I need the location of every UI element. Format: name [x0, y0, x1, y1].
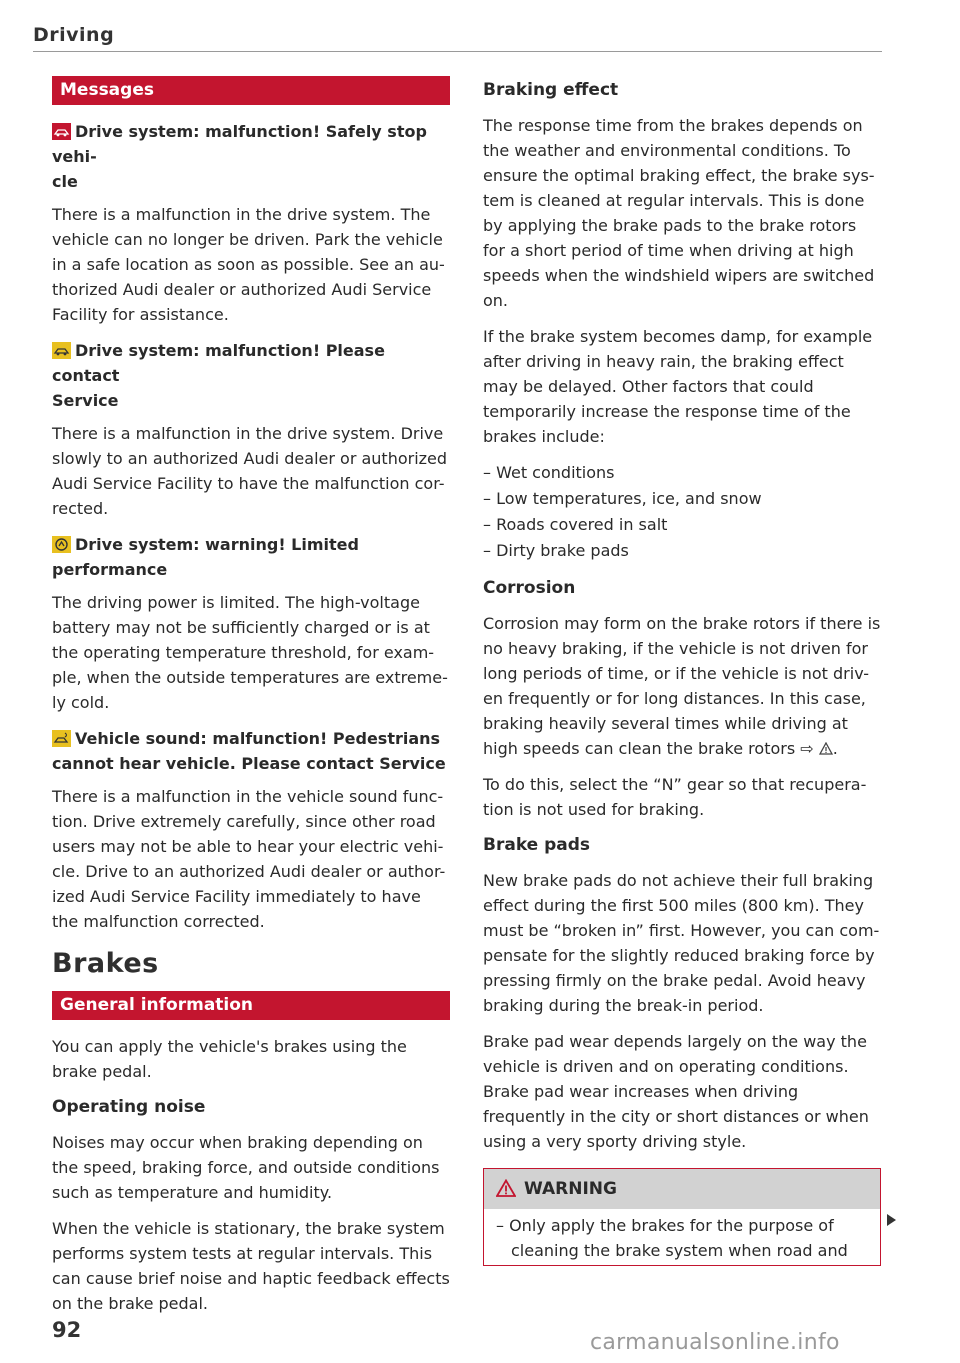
brake-pads-p1: New brake pads do not achieve their full braking effect during the first 500 miles (800 km). They must be “broken in” first. However, you can com-pensate for the slightly reduced braking force by pressing firmly on the brake pedal. Avoid heavy braking during the break-in period. [483, 871, 880, 1015]
msg-heading-1 [52, 119, 450, 194]
corrosion-p1-text: Corrosion may form on the brake rotors if there is no heavy braking, if the vehicle is not driven for long periods of time, or if the vehicle is not driv-en frequently or for long distances. In this case, braking heavily several times while driving at high speeds can clean the brake rotors ⇨ [483, 614, 881, 758]
left-column [52, 76, 450, 1327]
braking-effect-heading: Braking effect [483, 80, 619, 100]
general-info-text: You can apply the vehicle's brakes using the brake pedal. [52, 1037, 407, 1081]
msg-title-2a: Drive system: malfunction! Please contact [52, 341, 385, 385]
list-item: – Wet conditions [483, 460, 881, 486]
braking-effect-p1: The response time from the brakes depends on the weather and environmental conditions. To ensure the optimal braking effect, the brake sys-tem is cleaned at regular intervals. This is done by applying the brake pads to the brake rotors for a short period of time when driving at high speeds when the windshield wipers are switched on. [483, 116, 875, 310]
corrosion-heading: Corrosion [483, 578, 576, 598]
warning-box [483, 1168, 881, 1266]
warning-line-1: – Only apply the brakes for the purpose of [496, 1216, 834, 1235]
msg-heading-2 [52, 338, 450, 413]
continue-arrow-icon[interactable] [887, 1214, 896, 1226]
running-header: Driving [33, 24, 115, 46]
brake-pads-heading: Brake pads [483, 835, 591, 855]
messages-bar: Messages [52, 76, 450, 105]
warning-triangle-icon[interactable] [819, 742, 833, 755]
msg-title-4a: Vehicle sound: malfunction! Pedestrians [75, 729, 441, 748]
warning-text [484, 1209, 880, 1263]
operating-noise-p2: When the vehicle is stationary, the brake system performs system tests at regular intervals. This can cause brief noise and haptic feedback effects on the brake pedal. [52, 1219, 450, 1313]
msg-title-3: Drive system: warning! Limited performance [52, 535, 359, 579]
msg-title-2b: Service [52, 391, 119, 410]
msg-title-1b: cle [52, 172, 78, 191]
watermark: carmanualsonline.info [590, 1330, 840, 1355]
vehicle-sound-icon [52, 730, 71, 747]
operating-noise-p1: Noises may occur when braking depending on the speed, braking force, and outside conditions such as temperature and humidity. [52, 1133, 440, 1202]
general-info-bar: General information [52, 991, 450, 1020]
msg-body-3: The driving power is limited. The high-voltage battery may not be sufficiently charged or is at the operating temperature threshold, for exam-ple, when the outside temperatures are extreme-ly cold. [52, 593, 448, 712]
limited-performance-icon [52, 536, 71, 553]
drive-system-red-icon [52, 123, 71, 140]
corrosion-p2: To do this, select the “N” gear so that recupera-tion is not used for braking. [483, 775, 867, 819]
list-item: – Low temperatures, ice, and snow [483, 486, 881, 512]
drive-system-yellow-icon [52, 342, 71, 359]
corrosion-p1: Corrosion may form on the brake rotors if there is no heavy braking, if the vehicle is not driven for long periods of time, or if the vehicle is not driv-en frequently or for long distances. In this case, braking heavily several times while driving at high speeds can clean the brake rotors ⇨ . [483, 614, 881, 758]
msg-body-2: There is a malfunction in the drive system. Drive slowly to an authorized Audi dealer or authorized Audi Service Facility to have the malfunction cor-rected. [52, 424, 448, 518]
warning-title: WARNING [524, 1179, 617, 1199]
right-column [483, 76, 881, 1266]
brakes-heading: Brakes [52, 948, 159, 979]
header-rule [33, 51, 882, 52]
braking-effect-p2: If the brake system becomes damp, for example after driving in heavy rain, the braking effect may be delayed. Other factors that could temporarily increase the response time of the brakes include: [483, 327, 873, 446]
brake-pads-p2: Brake pad wear depends largely on the way the vehicle is driven and on operating conditions. Brake pad wear increases when driving frequently in the city or short distances or when using a very sporty driving style. [483, 1032, 869, 1151]
list-item: – Dirty brake pads [483, 538, 881, 564]
warning-triangle-icon [496, 1179, 516, 1197]
msg-body-1: There is a malfunction in the drive system. The vehicle can no longer be driven. Park the vehicle in a safe location as soon as possible. See an au-thorized Audi dealer or authorized Audi Service Facility for assistance. [52, 205, 445, 324]
msg-heading-4 [52, 726, 450, 776]
msg-title-1a: Drive system: malfunction! Safely stop vehi- [52, 122, 427, 166]
msg-body-4: There is a malfunction in the vehicle sound func-tion. Drive extremely carefully, since other road users may not be able to hear your electric vehi-cle. Drive to an authorized Audi dealer or author-ized Audi Service Facility immediately to have the malfunction corrected. [52, 787, 446, 931]
factors-list [483, 460, 881, 564]
msg-title-4b: cannot hear vehicle. Please contact Service [52, 754, 446, 773]
warning-line-2: cleaning the brake system when road and [511, 1241, 848, 1260]
operating-noise-heading: Operating noise [52, 1097, 206, 1117]
msg-heading-3 [52, 532, 450, 582]
warning-header [484, 1169, 880, 1209]
page-number: 92 [52, 1318, 82, 1342]
list-item: – Roads covered in salt [483, 512, 881, 538]
